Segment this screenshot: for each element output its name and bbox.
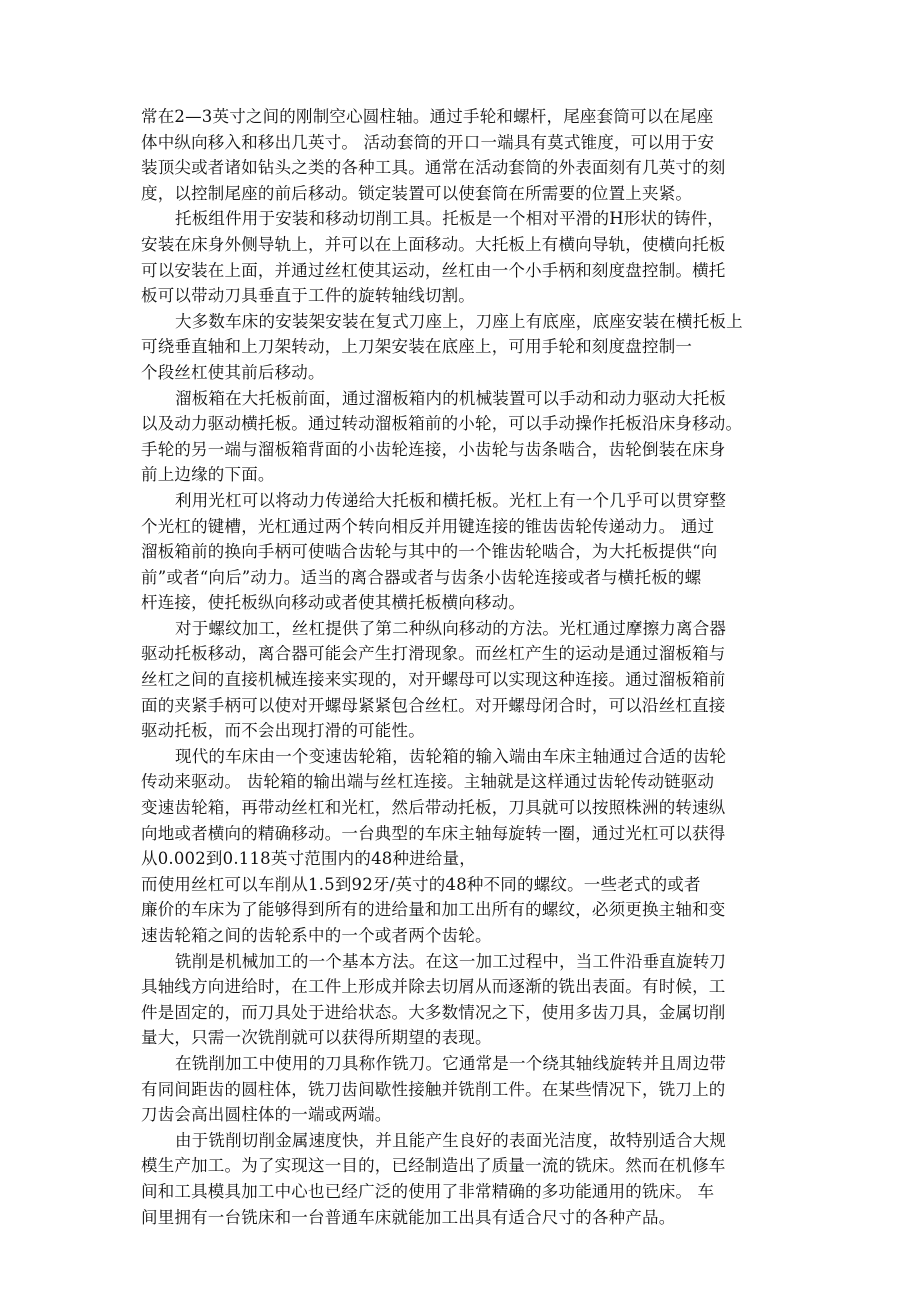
text-line: 向地或者横向的精确移动。一台典型的车床主轴每旋转一圈，通过光杠可以获得 — [141, 823, 726, 843]
text-line: 有同间距齿的圆柱体，铣刀齿间歇性接触并铣削工件。在某些情况下，铣刀上的 — [141, 1079, 726, 1099]
text-line: 件是固定的，而刀具处于进给状态。大多数情况之下，使用多齿刀具，金属切削 — [141, 1002, 726, 1022]
text-line: 间和工具模具加工中心也已经广泛的使用了非常精确的多功能通用的铣床。 车 — [141, 1181, 715, 1201]
text-line: 从0.002到0.118英寸范围内的48种进给量， — [141, 849, 476, 869]
text-line: 大多数车床的安装架安装在复式刀座上，刀座上有底座，底座安装在横托板上 — [175, 311, 743, 331]
document-page — [141, 104, 781, 1230]
text-line: 可以安装在上面，并通过丝杠使其运动，丝杠由一个小手柄和刻度盘控制。横托 — [141, 260, 726, 280]
text-line: 溜板箱前的换向手柄可使啮合齿轮与其中的一个锥齿轮啮合，为大托板提供“向 — [141, 542, 718, 562]
text-line: 可绕垂直轴和上刀架转动，上刀架安装在底座上，可用手轮和刻度盘控制一 — [141, 337, 693, 357]
text-line: 铣削是机械加工的一个基本方法。在这一加工过程中，当工件沿垂直旋转刀 — [175, 951, 727, 971]
text-line: 丝杠之间的直接机械连接来实现的，对开螺母可以实现这种连接。通过溜板箱前 — [141, 670, 726, 690]
text-line: 量大，只需一次铣削就可以获得所期望的表现。 — [141, 1028, 492, 1048]
text-line: 具轴线方向进给时，在工件上形成并除去切屑从而逐渐的铣出表面。有时候，工 — [141, 977, 726, 997]
paragraph-milling — [141, 949, 781, 1051]
text-line: 度，以控制尾座的前后移动。锁定装置可以使套筒在所需要的位置上夹紧。 — [141, 183, 693, 203]
paragraph-carriage-assembly — [141, 206, 781, 308]
text-line: 速齿轮箱之间的齿轮系中的一个或者两个齿轮。 — [141, 926, 492, 945]
text-line: 个段丝杠使其前后移动。 — [141, 362, 325, 382]
paragraph-apron — [141, 386, 781, 488]
text-line: 杆连接，使托板纵向移动或者使其横托板横向移动。 — [141, 593, 526, 613]
text-line: 模生产加工。为了实现这一目的，已经制造出了质量一流的铣床。然而在机修车 — [141, 1156, 726, 1176]
paragraph-tailstock — [141, 104, 781, 206]
paragraph-milling-machine — [141, 1128, 781, 1230]
text-line: 现代的车床由一个变速齿轮箱，齿轮箱的输入端由车床主轴通过合适的齿轮 — [175, 746, 727, 766]
text-line: 前”或者“向后”动力。适当的离合器或者与齿条小齿轮连接或者与横托板的螺 — [141, 567, 702, 587]
text-line: 在铣削加工中使用的刀具称作铣刀。它通常是一个绕其轴线旋转并且周边带 — [175, 1053, 727, 1073]
text-line: 廉价的车床为了能够得到所有的进给量和加工出所有的螺纹，必须更换主轴和变 — [141, 900, 726, 920]
text-line: 前上边缘的下面。 — [141, 465, 275, 485]
paragraph-lead-screw — [141, 616, 781, 744]
paragraph-milling-cutter — [141, 1051, 781, 1128]
text-line: 传动来驱动。 齿轮箱的输出端与丝杠连接。主轴就是这样通过齿轮传动链驱动 — [141, 772, 715, 792]
paragraph-gearbox — [141, 744, 781, 949]
text-line: 驱动托板移动，离合器可能会产生打滑现象。而丝杠产生的运动是通过溜板箱与 — [141, 644, 726, 664]
text-line: 常在2—3英寸之间的刚制空心圆柱轴。通过手轮和螺杆，尾座套筒可以在尾座 — [141, 107, 714, 126]
text-line: 间里拥有一台铣床和一台普通车床就能加工出具有适合尺寸的各种产品。 — [141, 1207, 676, 1227]
text-line: 板可以带动刀具垂直于工件的旋转轴线切割。 — [141, 286, 475, 306]
paragraph-compound-rest — [141, 309, 781, 386]
text-line: 托板组件用于安装和移动切削工具。托板是一个相对平滑的H形状的铸件， — [175, 209, 724, 229]
text-line: 面的夹紧手柄可以使对开螺母紧紧包合丝杠。对开螺母闭合时，可以沿丝杠直接 — [141, 695, 726, 715]
text-line: 对于螺纹加工，丝杠提供了第二种纵向移动的方法。光杠通过摩擦力离合器 — [175, 618, 727, 638]
text-line: 变速齿轮箱，再带动丝杠和光杠，然后带动托板，刀具就可以按照株洲的转速纵 — [141, 798, 726, 818]
text-line: 个光杠的键槽，光杠通过两个转向相反并用键连接的锥齿齿轮传递动力。 通过 — [141, 516, 715, 536]
text-line: 由于铣削切削金属速度快，并且能产生良好的表面光洁度，故特别适合大规 — [175, 1130, 727, 1150]
text-line: 而使用丝杠可以车削从1.5到92牙/英寸的48种不同的螺纹。一些老式的或者 — [141, 874, 701, 894]
text-line: 溜板箱在大托板前面，通过溜板箱内的机械装置可以手动和动力驱动大托板 — [175, 388, 727, 408]
text-line: 装顶尖或者诸如钻头之类的各种工具。通常在活动套筒的外表面刻有几英寸的刻 — [141, 158, 726, 178]
text-line: 驱动托板，而不会出现打滑的可能性。 — [141, 721, 425, 741]
text-line: 利用光杠可以将动力传递给大托板和横托板。光杠上有一个几乎可以贯穿整 — [175, 490, 727, 510]
text-line: 手轮的另一端与溜板箱背面的小齿轮连接，小齿轮与齿条啮合，齿轮倒装在床身 — [141, 439, 726, 459]
text-line: 以及动力驱动横托板。通过转动溜板箱前的小轮，可以手动操作托板沿床身移动。 — [141, 414, 743, 434]
text-line: 刀齿会高出圆柱体的一端或两端。 — [141, 1105, 392, 1125]
text-line: 安装在床身外侧导轨上，并可以在上面移动。大托板上有横向导轨，使横向托板 — [141, 234, 726, 254]
paragraph-feed-rod — [141, 488, 781, 616]
text-line: 体中纵向移入和移出几英寸。 活动套筒的开口一端具有莫式锥度，可以用于安 — [141, 132, 715, 152]
